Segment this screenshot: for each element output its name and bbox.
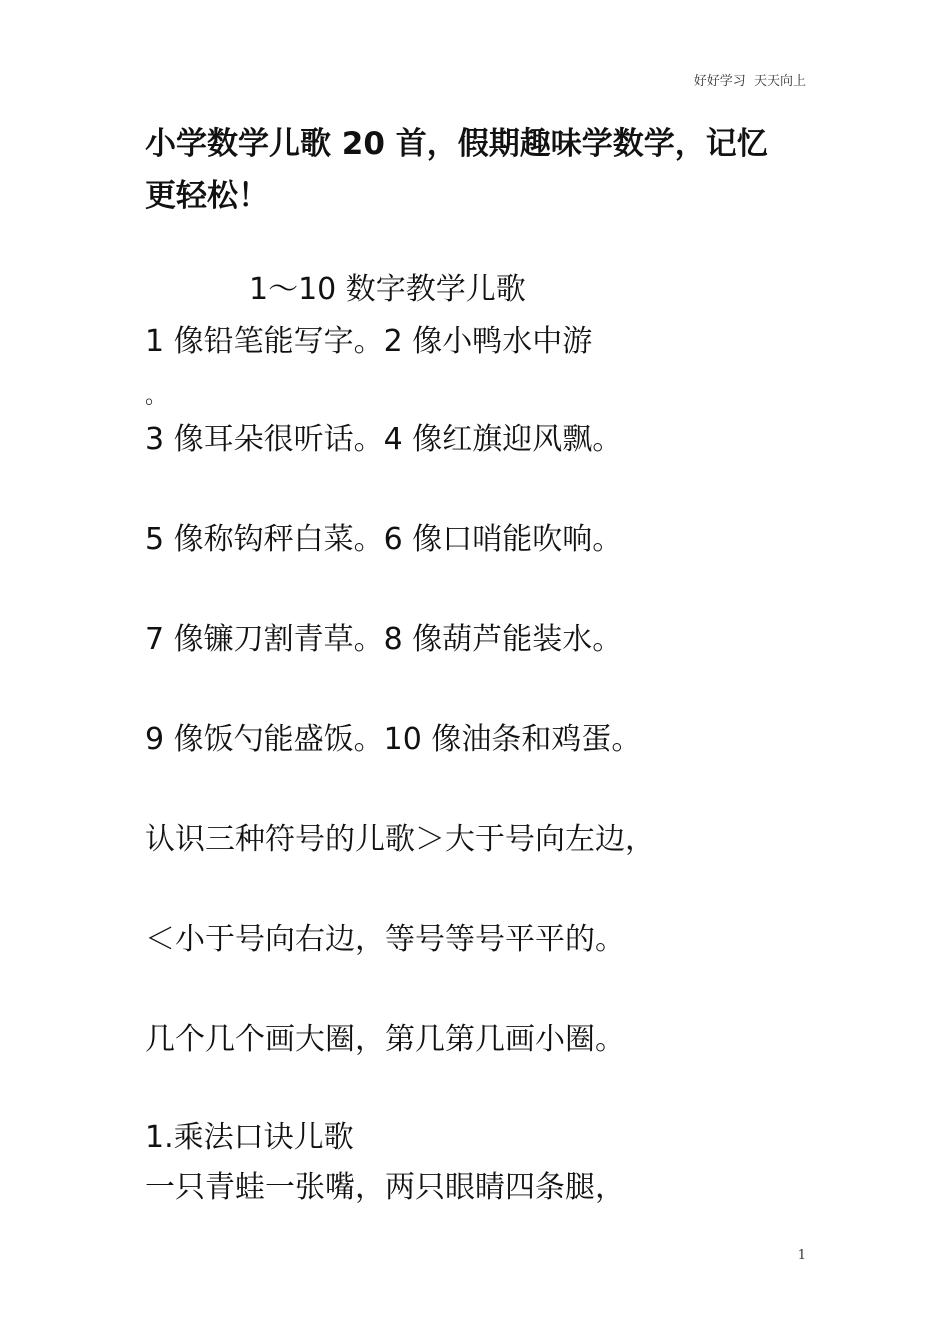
- document-title: [145, 118, 825, 222]
- text-line: 1 像铅笔能写字。2 像小鸭水中游: [145, 324, 593, 359]
- text-line: ＜小于号向右边，等号等号平平的。: [145, 922, 625, 957]
- text-line: 几个几个画大圈，第几第几画小圈。: [145, 1022, 625, 1057]
- text-line: 9 像饭勺能盛饭。10 像油条和鸡蛋。: [145, 722, 642, 757]
- page-header: 好好学习 天天向上: [693, 74, 806, 89]
- section-heading-digits: 1～10 数字教学儿歌: [249, 272, 526, 307]
- title-line-1: 小学数学儿歌 20 首，假期趣味学数学，记忆: [145, 126, 768, 162]
- page-number: 1: [797, 1248, 806, 1263]
- document-body: [145, 118, 825, 222]
- text-line: 。: [145, 384, 168, 409]
- text-line: 一只青蛙一张嘴，两只眼睛四条腿，: [145, 1170, 625, 1205]
- title-line-2: 更轻松！: [145, 178, 269, 214]
- text-line: 5 像称钩秤白菜。6 像口哨能吹响。: [145, 522, 623, 557]
- text-line: 7 像镰刀割青草。8 像葫芦能装水。: [145, 622, 623, 657]
- text-line: 认识三种符号的儿歌＞大于号向左边，: [145, 822, 655, 857]
- text-line: 3 像耳朵很听话。4 像红旗迎风飘。: [145, 422, 623, 457]
- section-heading-multiplication: 1.乘法口诀儿歌: [145, 1120, 354, 1155]
